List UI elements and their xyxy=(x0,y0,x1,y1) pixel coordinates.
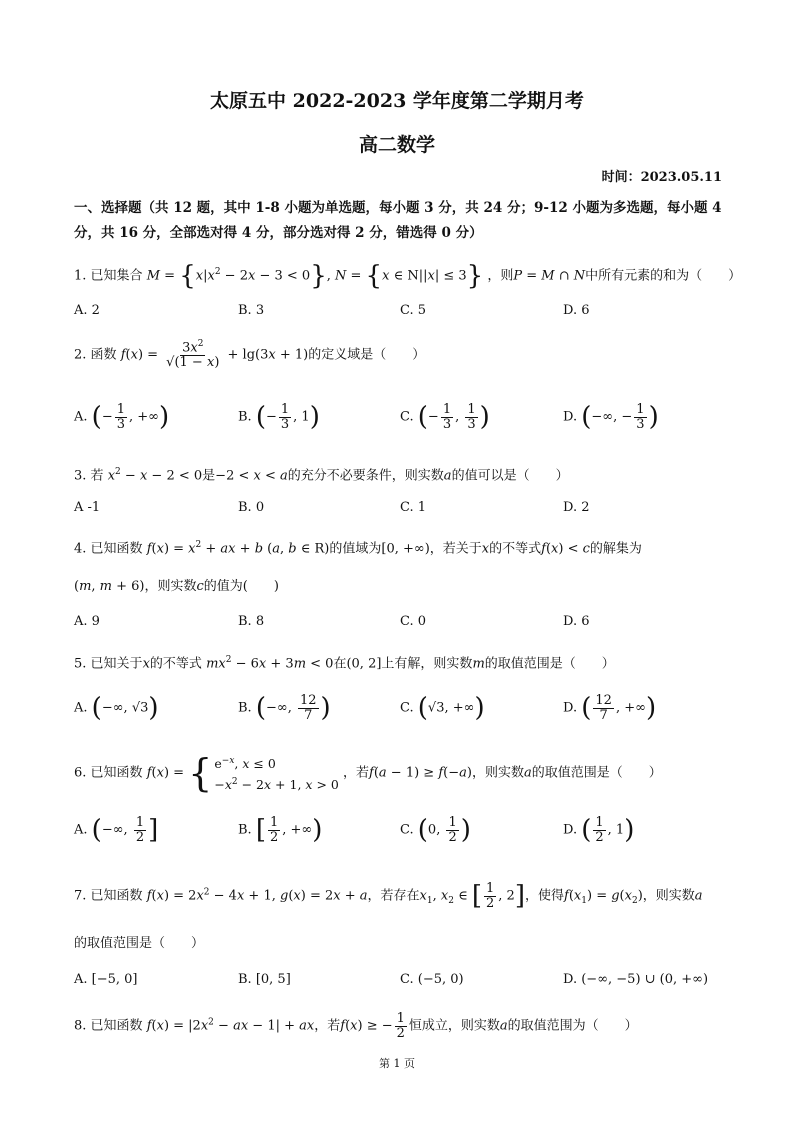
option-5b: B. (−∞, $\frac{12}{7}$ ) xyxy=(238,692,331,723)
option-4b: B. 8 xyxy=(238,614,265,629)
option-6c: C. (0, $\frac{1}{2}$ ) xyxy=(400,814,471,845)
question-2: 2. 函数 f(x) = $\frac{3x^2}{√(1 - x)}$ + lg(3x + 1)的定义域是（ ） xyxy=(74,339,426,370)
question-8: 8. 已知函数 $f(x) = |2x^2$ − ax − 1| + ax，若f(x) ≥ − $\frac{1}{2}$ 恒成立，则实数a的取值范围为（ ） xyxy=(74,1011,638,1041)
question-5: 5. 已知关于x的不等式 $mx^2 - 6x + 3m < 0$在(0, 2]上有解，则实数m的取值范围是（ ） xyxy=(74,655,615,672)
question-6: 6. 已知函数 f(x) = { $e^{-x}$, x ≤ 0 $-x^2 - 2x + 1$, x > 0 ，若f(a − 1) ≥ f(−a)，则实数a的取值范围是（ ） xyxy=(74,751,662,796)
option-3a: A -1 xyxy=(74,500,101,515)
option-1b: B. 3 xyxy=(238,303,265,318)
option-7c: C. (−5, 0) xyxy=(400,972,464,987)
option-7a: A. [−5, 0] xyxy=(74,972,138,987)
option-2d: D. (−∞, − $\frac{1}{3}$ ) xyxy=(563,401,659,432)
exam-time: 时间：2023.05.11 xyxy=(601,170,722,185)
option-1d: D. 6 xyxy=(563,303,590,318)
option-1c: C. 5 xyxy=(400,303,427,318)
option-6b: B. [ $\frac{1}{2}$ , +∞) xyxy=(238,814,323,845)
question-3: 3. 若 $x^2 - x - 2 < 0$是−2 < x < a的充分不必要条件，则实数a的值可以是（ ） xyxy=(74,467,569,484)
option-5a: A. (−∞, √3) xyxy=(74,693,159,723)
option-3d: D. 2 xyxy=(563,500,590,515)
option-6a: A. (−∞, $\frac{1}{2}$ ] xyxy=(74,814,159,845)
option-2a: A. (− $\frac{1}{3}$ , +∞) xyxy=(74,401,170,432)
option-4c: C. 0 xyxy=(400,614,427,629)
question-7-line2: 的取值范围是（ ） xyxy=(74,936,205,951)
question-1: 1. 已知集合 $M = \{x|x^2 - 2x - 3 < 0\}$, N = {x ∈ N||x| ≤ 3} ，则P = M ∩ N中所有元素的和为（ ） xyxy=(74,260,742,291)
page-number: 第 1 页 xyxy=(379,1057,415,1070)
option-4d: D. 6 xyxy=(563,614,590,629)
option-7d: D. (−∞, −5) ∪ (0, +∞) xyxy=(563,972,709,987)
option-3c: C. 1 xyxy=(400,500,427,515)
section-heading: 一、选择题（共 12 题，其中 1-8 小题为单选题，每小题 3 分，共 24 分；9-12 小题为多选题，每小题 4 分，共 16 分，全部选对得 4 分，部分选对得 2 分，错选得 0 分） xyxy=(74,200,722,241)
option-2b: B. (− $\frac{1}{3}$ , 1) xyxy=(238,401,320,432)
page-title: 太原五中 2022-2023 学年度第二学期月考 xyxy=(210,90,584,112)
option-5c: C. (√3, +∞) xyxy=(400,693,485,723)
question-4: 4. 已知函数 $f(x) = x^2$ + ax + b (a, b ∈ R)的值域为[0, +∞)，若关于x的不等式f(x) < c的解集为 xyxy=(74,540,642,557)
option-3b: B. 0 xyxy=(238,500,265,515)
option-5d: D. ( $\frac{12}{7}$ , +∞) xyxy=(563,692,657,723)
option-6d: D. ( $\frac{1}{2}$ , 1) xyxy=(563,814,635,845)
option-2c: C. (− $\frac{1}{3}$ , $\frac{1}{3}$ ) xyxy=(400,401,490,432)
question-4-line2: (m, m + 6)，则实数c的值为( ) xyxy=(74,579,279,594)
option-7b: B. [0, 5] xyxy=(238,972,291,987)
page-subtitle: 高二数学 xyxy=(358,134,435,156)
option-4a: A. 9 xyxy=(74,614,100,629)
question-7: 7. 已知函数 $f(x) = 2x^2 - 4x + 1$, g(x) = 2x + a，若存在$x_1$, $x_2$ ∈ [ $\frac{1}{2}$ , 2]，使得$f(x_1) = g(x_2)$，则实数a xyxy=(74,881,703,912)
option-1a: A. 2 xyxy=(74,303,100,318)
